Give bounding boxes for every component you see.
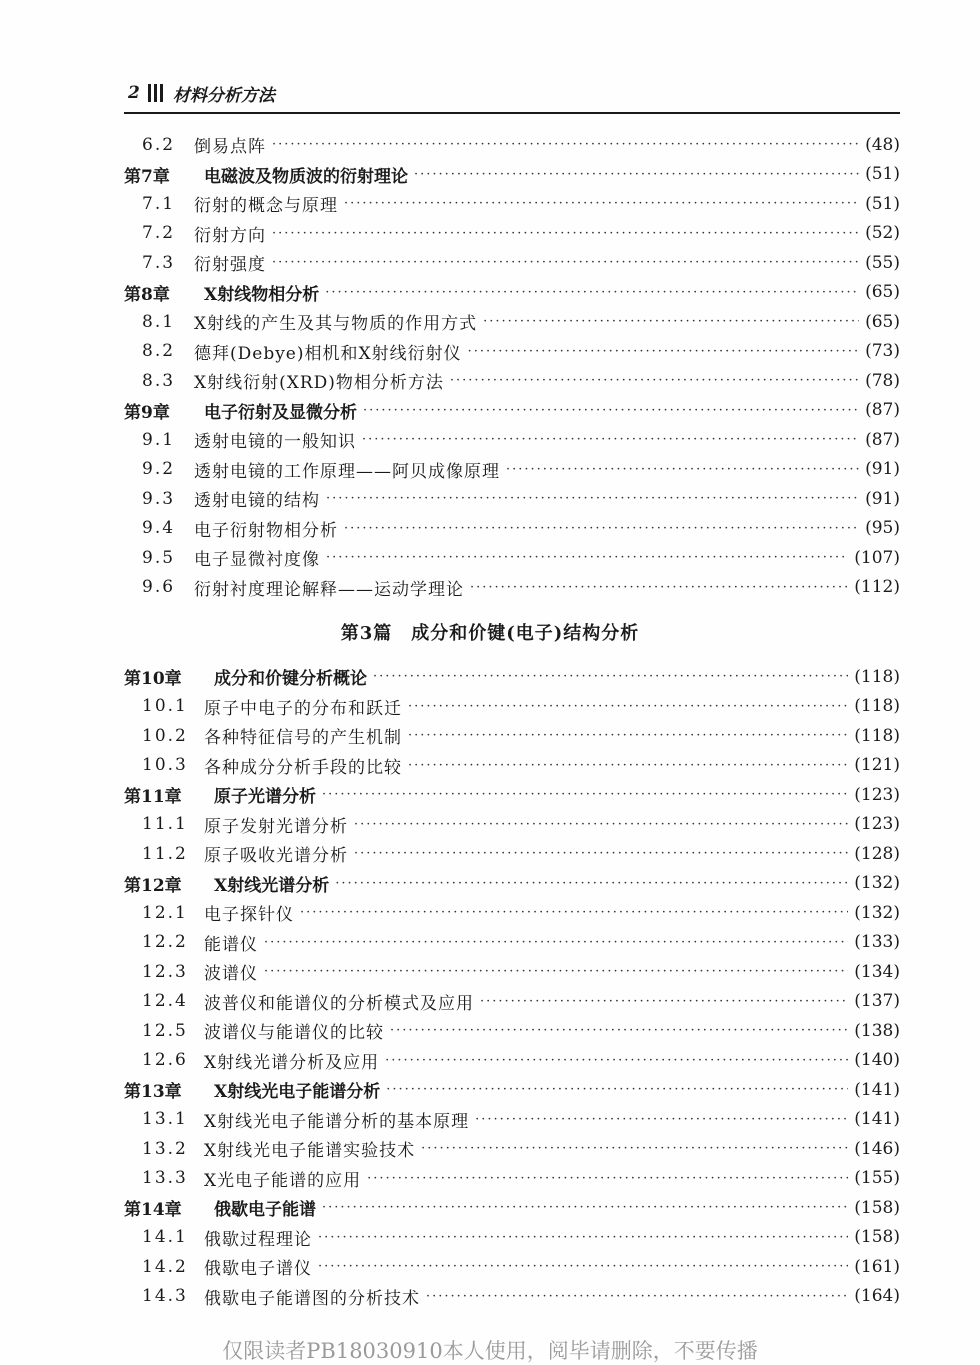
- dot-leader: [450, 374, 859, 387]
- entry-title: 电子探针仪: [204, 905, 294, 925]
- dot-leader: [426, 1290, 848, 1303]
- entry-page-number: (107): [854, 547, 900, 568]
- entry-number: 9.4: [142, 518, 176, 538]
- entry-title: 透射电镜的结构: [194, 491, 320, 511]
- toc-section-entry: [124, 1016, 900, 1045]
- toc-section-entry: [124, 987, 900, 1016]
- entry-number: 7.2: [142, 223, 176, 243]
- entry-number: 7.1: [142, 193, 176, 214]
- toc-section-entry: [124, 219, 900, 248]
- entry-title: 成分和价键分析概论: [214, 669, 367, 689]
- toc-section-entry: [124, 189, 900, 218]
- toc-section-entry: [124, 573, 900, 602]
- entry-title: 俄歇过程理论: [204, 1229, 312, 1250]
- entry-number: 12.5: [142, 1020, 188, 1041]
- toc-section-entry: [124, 455, 900, 484]
- toc-section-entry: [124, 1105, 900, 1134]
- toc-section-entry: [124, 543, 900, 572]
- entry-page-number: (118): [854, 666, 900, 687]
- entry-page-number: (141): [854, 1109, 900, 1129]
- entry-title: 原子光谱分析: [214, 787, 316, 807]
- entry-title: 俄歇电子谱仪: [204, 1259, 312, 1279]
- toc-section-entry: [124, 337, 900, 366]
- dot-leader: [326, 551, 848, 564]
- dot-leader: [414, 168, 859, 181]
- entry-title: 衍射衬度理论解释——运动学理论: [194, 579, 464, 600]
- dot-leader: [325, 286, 859, 299]
- part-title: 第3篇 成分和价键(电子)结构分析: [340, 623, 640, 644]
- dot-leader: [326, 492, 859, 505]
- entry-page-number: (146): [854, 1138, 900, 1159]
- entry-number: 9.6: [142, 577, 176, 597]
- dot-leader: [480, 995, 848, 1008]
- toc-section-entry: [124, 810, 900, 839]
- entry-number: 12.6: [142, 1050, 188, 1070]
- entry-number: 10.3: [142, 755, 188, 775]
- entry-number: 12.2: [142, 932, 188, 952]
- entry-title: 衍射方向: [194, 225, 266, 246]
- dot-leader: [362, 433, 859, 446]
- entry-number: 12.3: [142, 961, 188, 982]
- toc-section-entry: [124, 692, 900, 721]
- entry-title: 衍射强度: [194, 255, 266, 275]
- entry-number: 12.4: [142, 991, 188, 1011]
- entry-page-number: (161): [854, 1256, 900, 1277]
- entry-page-number: (51): [865, 193, 900, 214]
- entry-title: 透射电镜的工作原理——阿贝成像原理: [194, 461, 500, 482]
- header-bars-ornament: [148, 84, 163, 102]
- toc-chapter-entry: [124, 1193, 900, 1222]
- entry-page-number: (132): [854, 902, 900, 923]
- entry-title: 电子衍射物相分析: [194, 520, 338, 541]
- entry-page-number: (138): [854, 1020, 900, 1041]
- entry-page-number: (123): [854, 784, 900, 805]
- toc-section-entry: [124, 1252, 900, 1281]
- dot-leader: [385, 1054, 848, 1067]
- entry-page-number: (87): [865, 400, 900, 420]
- entry-title: 各种成分分析手段的比较: [204, 757, 402, 778]
- entry-page-number: (141): [854, 1079, 900, 1100]
- header-rule: [124, 112, 900, 114]
- toc-section-entry: [124, 514, 900, 543]
- toc-section-entry: [124, 1134, 900, 1163]
- dot-leader: [322, 1201, 848, 1214]
- entry-title: 原子吸收光谱分析: [204, 846, 348, 866]
- dot-leader: [272, 227, 859, 240]
- entry-number: 12.1: [142, 902, 188, 923]
- dot-leader: [386, 1083, 848, 1096]
- entry-number: 14.1: [142, 1227, 188, 1247]
- toc-section-entry: [124, 248, 900, 277]
- dot-leader: [468, 345, 859, 358]
- toc-section-entry: [124, 425, 900, 454]
- toc-section-entry: [124, 1164, 900, 1193]
- entry-page-number: (137): [854, 991, 900, 1011]
- toc-section-entry: [124, 484, 900, 513]
- entry-title: 波谱仪与能谱仪的比较: [204, 1023, 384, 1043]
- entry-page-number: (158): [854, 1197, 900, 1218]
- entry-title: 电子衍射及显微分析: [204, 402, 357, 423]
- entry-page-number: (73): [865, 341, 900, 361]
- entry-page-number: (121): [854, 755, 900, 775]
- entry-title: X射线光电子能谱分析: [214, 1082, 381, 1102]
- dot-leader: [318, 1231, 848, 1244]
- toc-section-entry: [124, 721, 900, 750]
- entry-page-number: (118): [854, 696, 900, 716]
- entry-title: 电磁波及物质波的衍射理论: [204, 166, 408, 187]
- entry-page-number: (118): [854, 725, 900, 746]
- entry-number: 13.1: [142, 1109, 188, 1129]
- entry-page-number: (78): [865, 370, 900, 391]
- toc-section-entry: [124, 130, 900, 159]
- dot-leader: [344, 522, 859, 535]
- entry-number: 第7章: [124, 166, 170, 187]
- running-header: [128, 78, 275, 108]
- entry-number: 第12章: [124, 875, 182, 896]
- dot-leader: [390, 1024, 848, 1037]
- entry-page-number: (87): [865, 429, 900, 450]
- entry-page-number: (112): [854, 577, 900, 597]
- toc-chapter-entry: [124, 1075, 900, 1104]
- entry-number: 第8章: [124, 284, 170, 305]
- entry-number: 8.3: [142, 370, 176, 391]
- entry-title: 波谱仪: [204, 964, 258, 984]
- entry-number: 第11章: [124, 787, 182, 807]
- toc-section-entry: [124, 751, 900, 780]
- toc-chapter-entry: [124, 662, 900, 691]
- entry-page-number: (55): [865, 252, 900, 273]
- dot-leader: [373, 670, 848, 683]
- toc-section-entry: [124, 1046, 900, 1075]
- entry-page-number: (65): [865, 282, 900, 302]
- entry-page-number: (158): [854, 1227, 900, 1247]
- entry-title: 透射电镜的一般知识: [194, 432, 356, 452]
- entry-number: 9.3: [142, 488, 176, 509]
- entry-page-number: (51): [865, 164, 900, 184]
- entry-title: 电子显微衬度像: [194, 550, 320, 570]
- entry-number: 14.2: [142, 1256, 188, 1277]
- dot-leader: [470, 581, 848, 594]
- entry-title: 衍射的概念与原理: [194, 196, 338, 216]
- entry-number: 9.5: [142, 547, 176, 568]
- dot-leader: [354, 818, 848, 831]
- toc-section-entry: [124, 928, 900, 957]
- entry-number: 13.2: [142, 1138, 188, 1159]
- toc-section-entry: [124, 957, 900, 986]
- entry-page-number: (52): [865, 223, 900, 243]
- entry-page-number: (133): [854, 932, 900, 952]
- book-title: 材料分析方法: [172, 85, 275, 106]
- entry-number: 第9章: [124, 402, 170, 423]
- entry-title: 德拜(Debye)相机和X射线衍射仪: [194, 343, 462, 364]
- entry-title: X射线物相分析: [204, 284, 320, 305]
- toc-chapter-entry: [124, 160, 900, 189]
- entry-title: 原子中电子的分布和跃迁: [204, 698, 402, 719]
- dot-leader: [408, 700, 848, 713]
- dot-leader: [335, 877, 848, 890]
- entry-number: 14.3: [142, 1286, 188, 1306]
- entry-page-number: (123): [854, 814, 900, 834]
- dot-leader: [408, 729, 848, 742]
- entry-title: 能谱仪: [204, 934, 258, 955]
- entry-number: 13.3: [142, 1168, 188, 1188]
- toc-section-entry: [124, 839, 900, 868]
- toc-section-entry: [124, 1223, 900, 1252]
- entry-title: X射线光电子能谱分析的基本原理: [204, 1111, 470, 1132]
- entry-title: 波普仪和能谱仪的分析模式及应用: [204, 993, 474, 1014]
- entry-page-number: (91): [865, 488, 900, 509]
- entry-number: 第10章: [124, 669, 182, 689]
- dot-leader: [272, 256, 859, 269]
- entry-title: 俄歇电子能谱图的分析技术: [204, 1288, 420, 1309]
- entry-number: 第14章: [124, 1200, 182, 1220]
- entry-title: X光电子能谱的应用: [204, 1170, 362, 1191]
- entry-page-number: (140): [854, 1050, 900, 1070]
- entry-title: 俄歇电子能谱: [214, 1200, 316, 1220]
- entry-page-number: (155): [854, 1168, 900, 1188]
- watermark-text: 仅限读者PB18030910本人使用，阅毕请删除，不要传播: [222, 1339, 758, 1363]
- dot-leader: [264, 936, 848, 949]
- entry-page-number: (91): [865, 459, 900, 479]
- entry-title: X射线光谱分析及应用: [204, 1052, 380, 1073]
- toc-section-entry: [124, 307, 900, 336]
- entry-page-number: (134): [854, 961, 900, 982]
- entry-title: X射线的产生及其与物质的作用方式: [194, 314, 478, 334]
- entry-page-number: (95): [865, 518, 900, 538]
- entry-title: 原子发射光谱分析: [204, 816, 348, 837]
- entry-title: X射线衍射(XRD)物相分析方法: [194, 373, 444, 393]
- dot-leader: [506, 463, 859, 476]
- dot-leader: [483, 315, 859, 328]
- entry-number: 11.2: [142, 843, 188, 864]
- dot-leader: [475, 1113, 848, 1126]
- toc-chapter-entry: [124, 869, 900, 898]
- toc-section-entry: [124, 898, 900, 927]
- dot-leader: [300, 906, 848, 919]
- dot-leader: [354, 847, 848, 860]
- dot-leader: [408, 759, 848, 772]
- entry-title: 各种特征信号的产生机制: [204, 728, 402, 748]
- entry-title: 倒易点阵: [194, 137, 266, 157]
- entry-number: 8.2: [142, 341, 176, 361]
- toc-chapter-entry: [124, 780, 900, 809]
- entry-page-number: (132): [854, 873, 900, 893]
- entry-number: 9.1: [142, 429, 176, 450]
- entry-number: 11.1: [142, 814, 188, 834]
- entry-title: X射线光电子能谱实验技术: [204, 1141, 416, 1161]
- toc-section-entry: [124, 366, 900, 395]
- dot-leader: [264, 965, 848, 978]
- dot-leader: [421, 1142, 848, 1155]
- entry-number: 6.2: [142, 134, 176, 155]
- toc-chapter-entry: [124, 278, 900, 307]
- dot-leader: [344, 197, 859, 210]
- entry-number: 10.1: [142, 696, 188, 716]
- entry-page-number: (164): [854, 1286, 900, 1306]
- dot-leader: [318, 1260, 848, 1273]
- entry-number: 第13章: [124, 1082, 182, 1102]
- entry-number: 7.3: [142, 252, 176, 273]
- page-number: 2: [128, 83, 140, 103]
- entry-title: X射线光谱分析: [214, 875, 330, 896]
- dot-leader: [272, 138, 859, 151]
- entry-number: 9.2: [142, 459, 176, 479]
- entry-page-number: (48): [865, 134, 900, 155]
- toc-chapter-entry: [124, 396, 900, 425]
- entry-number: 10.2: [142, 725, 188, 746]
- entry-number: 8.1: [142, 311, 176, 332]
- entry-page-number: (65): [865, 311, 900, 332]
- dot-leader: [367, 1172, 848, 1185]
- entry-page-number: (128): [854, 843, 900, 864]
- toc-section-entry: [124, 1282, 900, 1311]
- dot-leader: [363, 404, 859, 417]
- dot-leader: [322, 788, 848, 801]
